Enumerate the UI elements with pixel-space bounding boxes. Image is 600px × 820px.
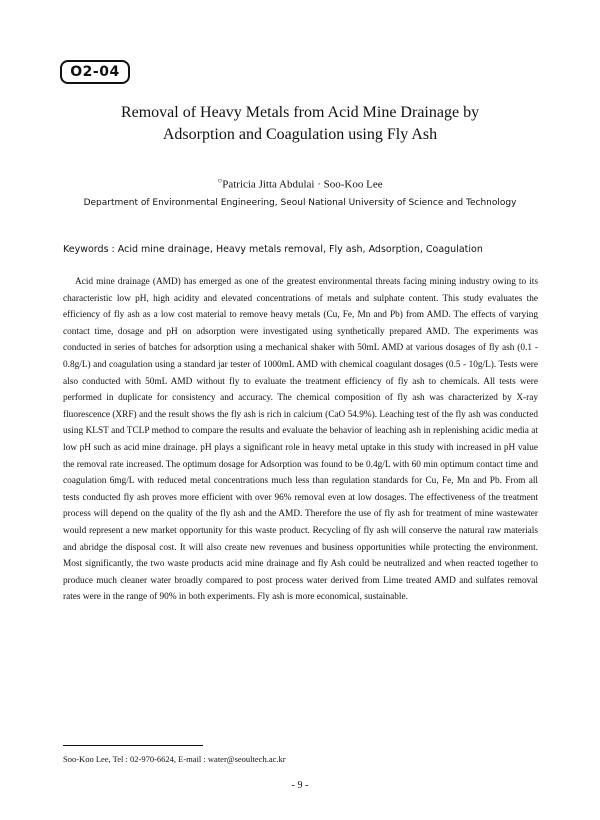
footnote-divider: [63, 745, 203, 746]
corresponding-author-footnote: Soo-Koo Lee, Tel : 02-970-6624, E-mail : water@seoultech.ac.kr: [63, 754, 286, 764]
affiliation: Department of Environmental Engineering, Seoul National University of Science and Technology: [83, 198, 517, 208]
paper-title: [60, 102, 540, 146]
authors: Patricia Jitta Abdulai · Soo-Koo Lee: [222, 178, 383, 191]
presenter-mark: ○: [217, 176, 223, 185]
abstract-body: Acid mine drainage (AMD) has emerged as one of the greatest environmental threats facing mining industry owing to its characteristic low pH, high acidity and elevated concentrations of metals and sulphate content. This study evaluates the efficiency of fly ash as a low cost material to remove heavy metals (Cu, Fe, Mn and Pb) from AMD. The effects of varying contact time, dosage and pH on adsorption were investigated using synthetically prepared AMD. The experiments was conducted in series of batches for adsorption using a mechanical shaker with 50mL AMD at various dosages of fly ash (0.1 - 0.8g/L) and coagulation using a standard jar tester of 1000mL AMD with chemical coagulant dosages (0.5 - 10g/L). Tests were also conducted with 50mL AMD without fly to evaluate the treatment efficiency of fly ash to chemicals. All tests were performed in duplicate for consistency and accuracy. The chemical composition of fly ash was characterized by X-ray fluorescence (XRF) and the result shows the fly ash is rich in calcium (CaO 54.9%). Leaching test of the fly ash was conducted using KLST and TCLP method to compare the results and evaluate the behavior of leaching ash in replenishing acidic media at low pH such as acid mine drainage. pH plays a significant role in heavy metal uptake in this study with increased in pH value the removal rate increased. The optimum dosage for Adsorption was found to be 0.4g/L with 60 min optimum contact time and coagulation 6mg/L with reduced metal concentrations much less than regulation standards for Cu, Fe, Mn and Pb. From all tests conducted fly ash proves more efficient with over 96% removal even at low dosages. The effectiveness of the treatment process will depend on the quality of the fly ash and the AMD. Therefore the use of fly ash for treatment of mine wastewater would represent a new market opportunity for this waste product. Recycling of fly ash will conserve the natural raw materials and abridge the disposal cost. It will also create new revenues and business opportunities while protecting the environment. Most significantly, the two waste products acid mine drainage and fly Ash could be neutralized and when reacted together to produce much cleaner water broadly compared to post process water derived from Lime treated AMD and sulfates removal rates were in the range of 90% in both experiments. Fly ash is more economical, sustainable.: [63, 277, 538, 603]
session-code-badge: O2-04: [60, 60, 130, 84]
page-number: - 9 -: [291, 780, 309, 791]
author-line: [60, 176, 540, 191]
title-line-1: Removal of Heavy Metals from Acid Mine Drainage by: [120, 104, 480, 121]
keywords: Keywords : Acid mine drainage, Heavy metals removal, Fly ash, Adsorption, Coagulation: [63, 244, 483, 255]
title-line-2: Adsorption and Coagulation using Fly Ash: [162, 126, 438, 143]
